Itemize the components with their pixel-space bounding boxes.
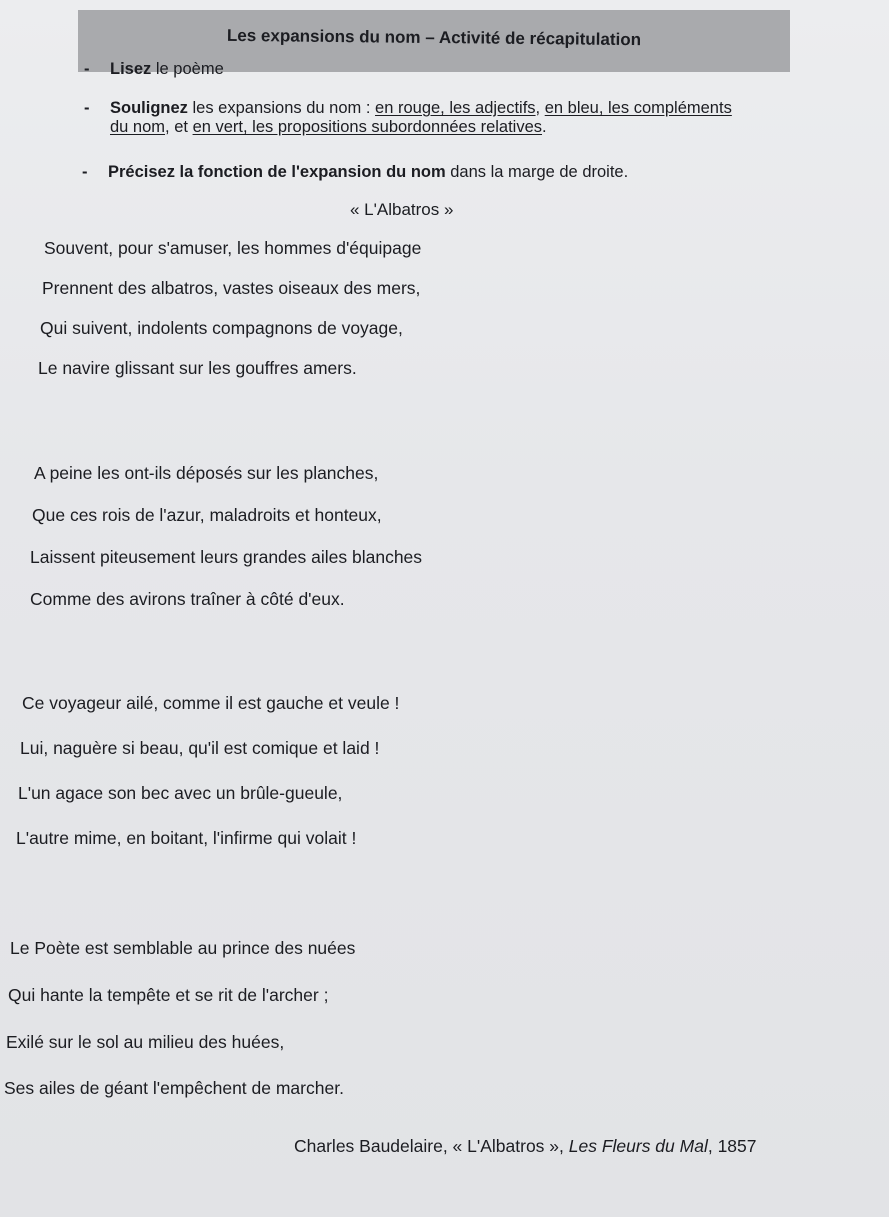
verse-line: Qui suivent, indolents compagnons de voyage, bbox=[40, 318, 403, 338]
verse-line: Ce voyageur ailé, comme il est gauche et veule ! bbox=[22, 693, 400, 713]
instruction-verb: Soulignez bbox=[110, 99, 188, 117]
page-title: Les expansions du nom – Activité de récapitulation bbox=[226, 25, 642, 50]
separator-text: , et bbox=[165, 118, 193, 136]
verse-line: Ses ailes de géant l'empêchent de marcher. bbox=[4, 1078, 344, 1098]
source-credit bbox=[294, 1136, 757, 1157]
period-text: . bbox=[542, 118, 547, 136]
credit-year: , 1857 bbox=[707, 1136, 757, 1156]
bullet-dash: - bbox=[82, 163, 88, 181]
legend-blue-complements: en bleu, les compléments bbox=[544, 99, 732, 117]
verse-line: Le Poète est semblable au prince des nuées bbox=[10, 938, 356, 958]
separator-text: , bbox=[535, 99, 545, 117]
poem-title: « L'Albatros » bbox=[350, 200, 454, 219]
instruction-verb: Lisez bbox=[110, 60, 152, 78]
verse-line: Que ces rois de l'azur, maladroits et honteux, bbox=[32, 505, 382, 525]
legend-blue-complements-cont: du nom bbox=[110, 118, 166, 136]
instruction-text: le poème bbox=[151, 60, 224, 78]
verse-line: A peine les ont-ils déposés sur les planches, bbox=[34, 463, 379, 483]
legend-green-relatives: en vert, les propositions subordonnées relatives bbox=[192, 118, 543, 136]
instruction-underline bbox=[84, 99, 800, 137]
verse-line: Comme des avirons traîner à côté d'eux. bbox=[30, 589, 345, 609]
verse-line: Lui, naguère si beau, qu'il est comique et laid ! bbox=[20, 738, 380, 758]
verse-line: L'un agace son bec avec un brûle-gueule, bbox=[18, 783, 343, 803]
instruction-text: les expansions du nom : bbox=[187, 99, 376, 117]
verse-line: Laissent piteusement leurs grandes ailes blanches bbox=[30, 547, 423, 567]
verse-line: Qui hante la tempête et se rit de l'archer ; bbox=[8, 985, 329, 1005]
credit-book-title: Les Fleurs du Mal bbox=[568, 1136, 708, 1156]
verse-line: Le navire glissant sur les gouffres amers. bbox=[38, 358, 357, 378]
bullet-dash: - bbox=[84, 60, 90, 78]
verse-line: Prennent des albatros, vastes oiseaux des mers, bbox=[42, 278, 421, 298]
instruction-text: dans la marge de droite. bbox=[445, 163, 629, 181]
verse-line: Exilé sur le sol au milieu des huées, bbox=[6, 1032, 285, 1052]
instruction-verb: Précisez la fonction de l'expansion du nom bbox=[108, 163, 446, 181]
instruction-read bbox=[84, 60, 224, 79]
bullet-dash: - bbox=[84, 99, 90, 117]
verse-line: Souvent, pour s'amuser, les hommes d'équipage bbox=[44, 238, 422, 258]
legend-red-adjectives: en rouge, les adjectifs bbox=[375, 99, 536, 117]
verse-line: L'autre mime, en boitant, l'infirme qui volait ! bbox=[16, 828, 357, 848]
credit-author: Charles Baudelaire, « L'Albatros », bbox=[294, 1136, 569, 1156]
instruction-specify bbox=[82, 163, 629, 182]
